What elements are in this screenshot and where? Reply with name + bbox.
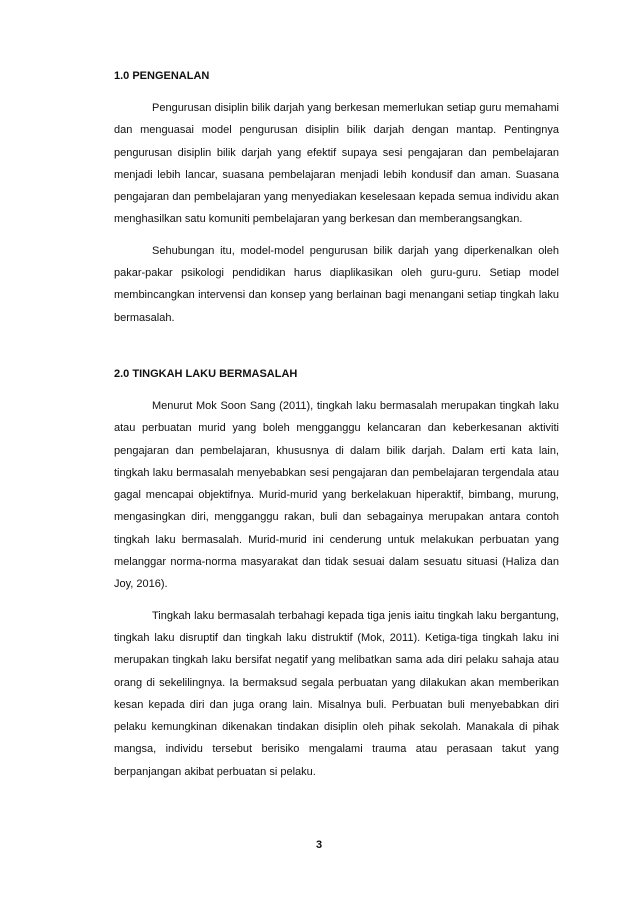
- page-content: [114, 69, 559, 792]
- section-heading-tingkah-laku: 2.0 TINGKAH LAKU BERMASALAH: [114, 367, 298, 380]
- section-spacer: [114, 338, 559, 367]
- paragraph: Menurut Mok Soon Sang (2011), tingkah laku bermasalah merupakan tingkah laku atau perbuatan murid yang boleh mengganggu kelancaran dan keberkesanan aktiviti pengajaran dan pembelajaran, khususnya di dalam bilik darjah. Dalam erti kata lain, tingkah laku bermasalah menyebabkan sesi pengajaran dan pembelajaran tergendala atau gagal mencapai objektifnya. Murid-murid yang berkelakuan hiperaktif, bimbang, murung, mengasingkan diri, mengganggu rakan, buli dan sebagainya merupakan antara contoh tingkah laku bermasalah. Murid-murid ini cenderung untuk melakukan perbuatan yang melanggar norma-norma masyarakat dan tidak sesuai dalam sesuatu situasi (Haliza dan Joy, 2016).: [114, 399, 559, 591]
- section-heading-pengenalan: 1.0 PENGENALAN: [114, 70, 210, 82]
- page-number: 3: [315, 839, 323, 851]
- paragraph: Tingkah laku bermasalah terbahagi kepada tiga jenis iaitu tingkah laku bergantung, tingkah laku disruptif dan tingkah laku distruktif (Mok, 2011). Ketiga-tiga tingkah laku ini merupakan tingkah laku bersifat negatif yang melibatkan sama ada diri pelaku sahaja atau orang di sekelilingnya. Ia bermaksud segala perbuatan yang dilakukan akan memberikan kesan kepada diri dan juga orang lain. Misalnya buli. Perbuatan buli menyebabkan diri pelaku kemungkinan dikenakan tindakan disiplin oleh pihak sekolah. Manakala di pihak mangsa, individu tersebut berisiko mengalami trauma atau perasaan takut yang berpanjangan akibat perbuatan si pelaku.: [114, 609, 559, 778]
- paragraph: Pengurusan disiplin bilik darjah yang berkesan memerlukan setiap guru memahami dan menguasai model pengurusan disiplin bilik darjah dengan mantap. Pentingnya pengurusan disiplin bilik darjah yang efektif supaya sesi pengajaran dan pembelajaran menjadi lebih lancar, suasana pembelajaran menjadi lebih kondusif dan aman. Suasana pengajaran dan pembelajaran yang menyediakan keselesaan kepada semua individu akan menghasilkan satu komuniti pembelajaran yang berkesan dan memberangsangkan.: [114, 102, 559, 226]
- paragraph: Sehubungan itu, model-model pengurusan bilik darjah yang diperkenalkan oleh pakar-pakar psikologi pendidikan harus diaplikasikan oleh guru-guru. Setiap model membincangkan intervensi dan konsep yang berlainan bagi menangani setiap tingkah laku bermasalah.: [114, 244, 559, 324]
